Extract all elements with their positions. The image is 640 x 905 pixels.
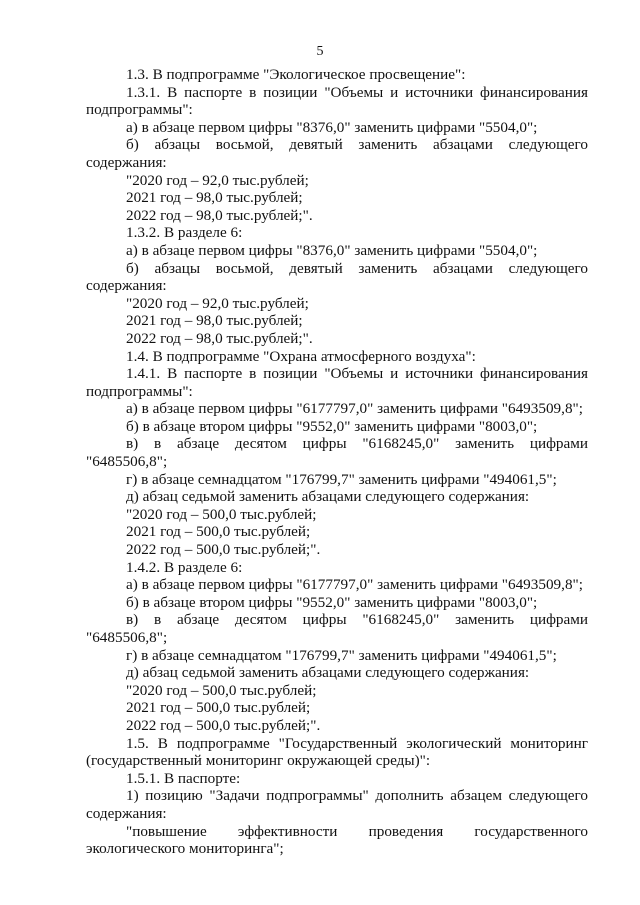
paragraph: 1.4.2. В разделе 6: xyxy=(126,558,243,576)
paragraph: 1.4. В подпрограмме "Охрана атмосферного воздуха": xyxy=(126,347,476,365)
paragraph: 2022 год – 98,0 тыс.рублей;". xyxy=(126,206,313,224)
paragraph: 1.3. В подпрограмме "Экологическое просвещение": xyxy=(126,66,466,83)
paragraph: в) в абзаце десятом цифры "6168245,0" заменить цифрами "6485506,8"; xyxy=(86,611,588,646)
paragraph: б) абзацы восьмой, девятый заменить абзацами следующего содержания: xyxy=(86,259,588,295)
paragraph: г) в абзаце семнадцатом "176799,7" заменить цифрами "494061,5"; xyxy=(126,646,557,664)
paragraph: "2020 год – 500,0 тыс.рублей; xyxy=(126,681,317,699)
paragraph: "2020 год – 92,0 тыс.рублей; xyxy=(126,294,309,312)
paragraph: 2021 год – 500,0 тыс.рублей; xyxy=(126,699,311,717)
paragraph: а) в абзаце первом цифры "6177797,0" заменить цифрами "6493509,8"; xyxy=(126,400,583,418)
document-body xyxy=(86,66,588,858)
paragraph: 1.5.1. В паспорте: xyxy=(126,769,241,787)
paragraph: 1) позицию "Задачи подпрограммы" дополнить абзацем следующего содержания: xyxy=(86,787,588,822)
paragraph: д) абзац седьмой заменить абзацами следующего содержания: xyxy=(126,488,530,506)
paragraph: б) абзацы восьмой, девятый заменить абзацами следующего содержания: xyxy=(86,136,588,171)
paragraph: д) абзац седьмой заменить абзацами следующего содержания: xyxy=(126,664,530,682)
paragraph: б) в абзаце втором цифры "9552,0" заменить цифрами "8003,0"; xyxy=(126,417,538,435)
paragraph: г) в абзаце семнадцатом "176799,7" заменить цифрами "494061,5"; xyxy=(126,470,557,488)
paragraph: 1.4.1. В паспорте в позиции "Объемы и источники финансирования подпрограммы": xyxy=(86,365,588,400)
paragraph: 2022 год – 98,0 тыс.рублей;". xyxy=(126,329,313,347)
paragraph: "2020 год – 92,0 тыс.рублей; xyxy=(126,171,309,189)
paragraph: 2022 год – 500,0 тыс.рублей;". xyxy=(126,541,321,559)
paragraph: а) в абзаце первом цифры "6177797,0" заменить цифрами "6493509,8"; xyxy=(126,576,583,594)
paragraph: в) в абзаце десятом цифры "6168245,0" заменить цифрами "6485506,8"; xyxy=(86,435,588,471)
paragraph: б) в абзаце втором цифры "9552,0" заменить цифрами "8003,0"; xyxy=(126,593,538,611)
paragraph: 2021 год – 98,0 тыс.рублей; xyxy=(126,312,303,330)
paragraph: а) в абзаце первом цифры "8376,0" заменить цифрами "5504,0"; xyxy=(126,118,538,136)
paragraph: 2021 год – 98,0 тыс.рублей; xyxy=(126,189,303,207)
paragraph: 1.3.1. В паспорте в позиции "Объемы и источники финансирования подпрограммы": xyxy=(86,83,588,119)
paragraph: а) в абзаце первом цифры "8376,0" заменить цифрами "5504,0"; xyxy=(126,241,538,259)
paragraph: "повышение эффективности проведения государственного экологического мониторинга"; xyxy=(86,822,588,858)
paragraph: 2022 год – 500,0 тыс.рублей;". xyxy=(126,716,321,734)
page-number: 5 xyxy=(316,44,324,59)
paragraph: "2020 год – 500,0 тыс.рублей; xyxy=(126,505,317,523)
paragraph: 2021 год – 500,0 тыс.рублей; xyxy=(126,523,311,541)
paragraph: 1.3.2. В разделе 6: xyxy=(126,224,243,242)
paragraph: 1.5. В подпрограмме "Государственный экологический мониторинг (государственный мониторинг окружающей среды)": xyxy=(86,734,588,770)
